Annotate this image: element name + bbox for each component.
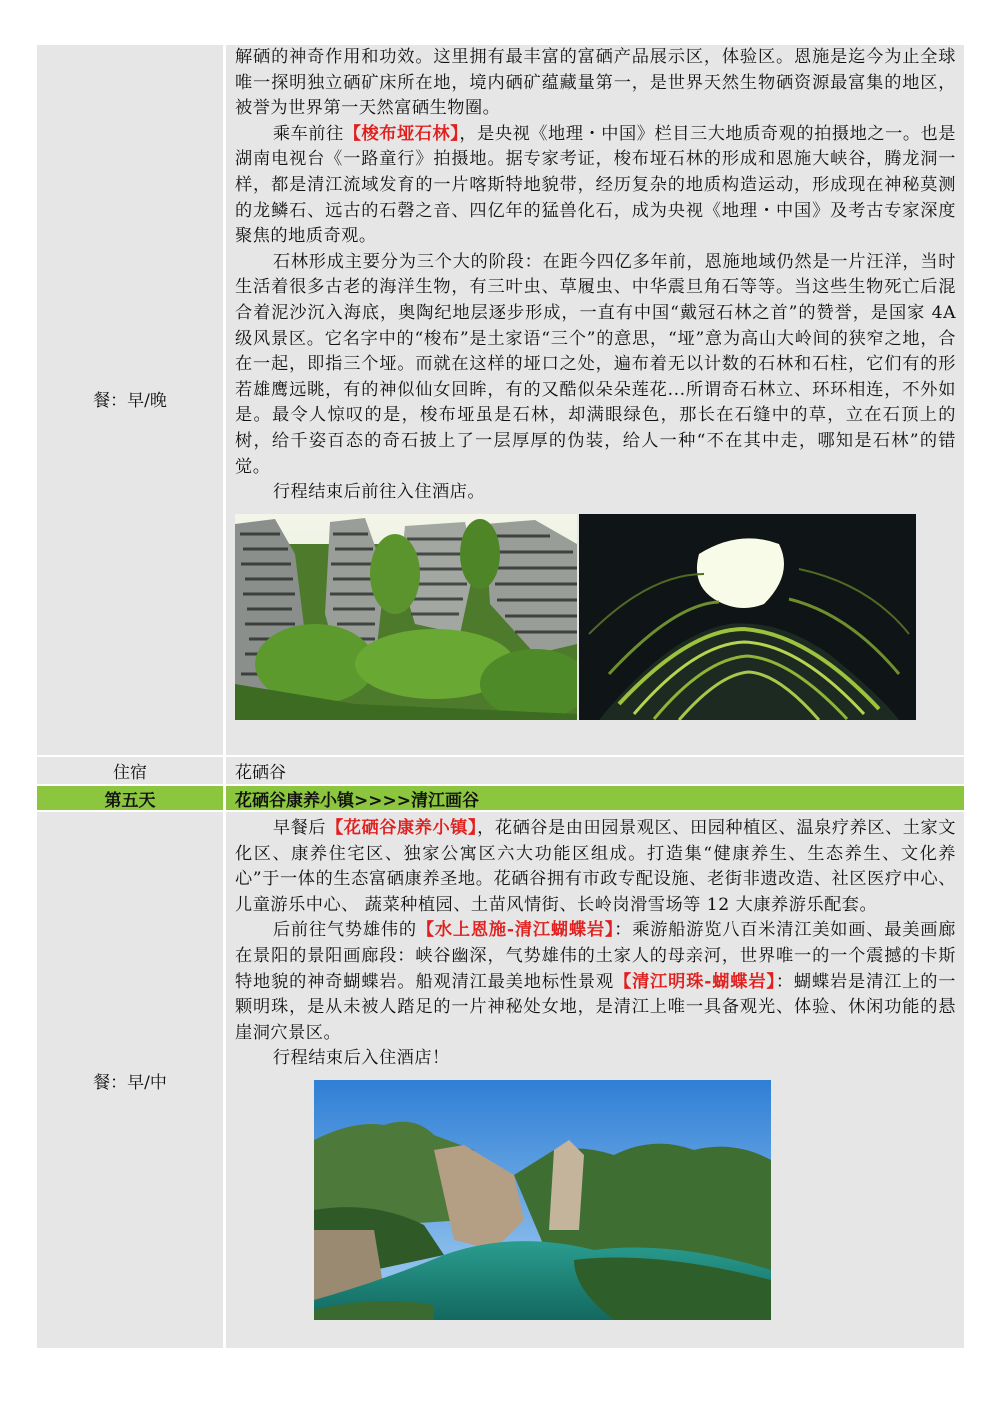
day5-route: 花硒谷康养小镇>>>>清江画谷 bbox=[226, 786, 964, 810]
highlight-shibuya-stone-forest: 【梭布垭石林】 bbox=[343, 123, 460, 144]
lodging-row bbox=[37, 757, 964, 784]
day4-paragraph-1: 解硒的神奇作用和功效。这里拥有最丰富的富硒产品展示区，体验区。恩施是迄今为止全球唯一探明独立硒矿床所在地，境内硒矿蕴藏量第一，是世界天然生物硒资源最富集的地区，被誉为世界第一天然富硒生物圈。 bbox=[235, 47, 956, 119]
day4-row bbox=[37, 45, 964, 755]
day4-paragraph-3: 石林形成主要分为三个大的阶段：在距今四亿多年前，恩施地域仍然是一片汪洋，当时生活着很多古老的海洋生物，有三叶虫、草履虫、中华震旦角石等等。当这些生物死亡后混合着泥沙沉入海底，奥陶纪地层逐步形成，一直有中国“戴冠石林之首”的赞誉，是国家 4A 级风景区。它名字中的“梭布”是土家语“三个”的意思，“垭”意为高山大岭间的狭窄之地，合在一起，即指三个垭。而就在这样的垭口之处，遍布着无以计数的石林和石柱，它们有的形若雄鹰远眺，有的神似仙女回眸，有的又酷似朵朵莲花...所谓奇石林立、环环相连，不外如是。最令人惊叹的是，梭布垭虽是石林，却满眼绿色，那长在石缝中的草，立在石顶上的树，给千姿百态的奇石披上了一层厚厚的伪装，给人一种“不在其中走，哪知是石林”的错觉。 bbox=[235, 251, 956, 477]
day4-paragraph-4: 行程结束后前往入住酒店。 bbox=[272, 482, 486, 503]
itinerary-table bbox=[37, 45, 964, 1348]
day5-description bbox=[226, 812, 964, 1348]
day5-paragraph-2: 后前往气势雄伟的【水上恩施-清江蝴蝶岩】：乘游船游览八百米清江美如画、最美画廊在景阳的景阳画廊段：峡谷幽深，气势雄伟的土家人的母亲河，世界唯一的一个震撼的卡斯特地貌的神奇蝴蝶岩。船观清江最美地标性景观【清江明珠-蝴蝶岩】：蝴蝶岩是清江上的一颗明珠，是从未被人踏足的一片神秘处女地，是清江上唯一具备观光、体验、休闲功能的悬崖洞穴景区。 bbox=[235, 920, 956, 1043]
highlight-qingjiang-pearl: 【清江明珠-蝴蝶岩】 bbox=[614, 971, 776, 992]
qingjiang-gorge-photo bbox=[314, 1080, 771, 1320]
day5-paragraph-1: 早餐后【花硒谷康养小镇】，花硒谷是由田园景观区、田园种植区、温泉疗养区、土家文化区、康养住宅区、独家公寓区六大功能区组成。打造集“健康养生、生态养生、文化养心”于一体的生态富硒康养圣地。花硒谷拥有市政专配设施、老街非遗改造、社区医疗中心、儿童游乐中心、 蔬菜种植园、土苗风情街、长岭岗滑雪场等 12 大康养游乐配套。 bbox=[235, 818, 956, 915]
day4-paragraph-2: 乘车前往【梭布垭石林】，是央视《地理・中国》栏目三大地质奇观的拍摄地之一。也是湖南电视台《一路童行》拍摄地。据专家考证，梭布垭石林的形成和恩施大峡谷，腾龙洞一样，都是清江流域发育的一片喀斯特地貌带，经历复杂的地质构造运动，形成现在神秘莫测的龙鳞石、远古的石磬之音、四亿年的猛兽化石，成为央视《地理・中国》及考古专家深度聚焦的地质奇观。 bbox=[235, 123, 956, 247]
day5-header-row bbox=[37, 786, 964, 810]
day5-label: 第五天 bbox=[37, 786, 223, 810]
day4-meals: 餐：早/晚 bbox=[37, 45, 223, 755]
highlight-qingjiang-butterfly-rock: 【水上恩施-清江蝴蝶岩】 bbox=[416, 920, 615, 941]
stone-forest-photo bbox=[235, 514, 577, 720]
lodging-value: 花硒谷 bbox=[226, 757, 964, 784]
day4-description bbox=[226, 45, 964, 755]
day5-paragraph-3: 行程结束后入住酒店！ bbox=[272, 1048, 450, 1069]
day5-meals: 餐：早/中 bbox=[37, 812, 223, 1348]
lodging-label: 住宿 bbox=[37, 757, 223, 784]
day4-photos bbox=[235, 514, 956, 720]
cave-skylight-photo bbox=[579, 514, 916, 720]
highlight-huaxigu-town: 【花硒谷康养小镇】 bbox=[326, 818, 478, 838]
day5-row bbox=[37, 812, 964, 1348]
